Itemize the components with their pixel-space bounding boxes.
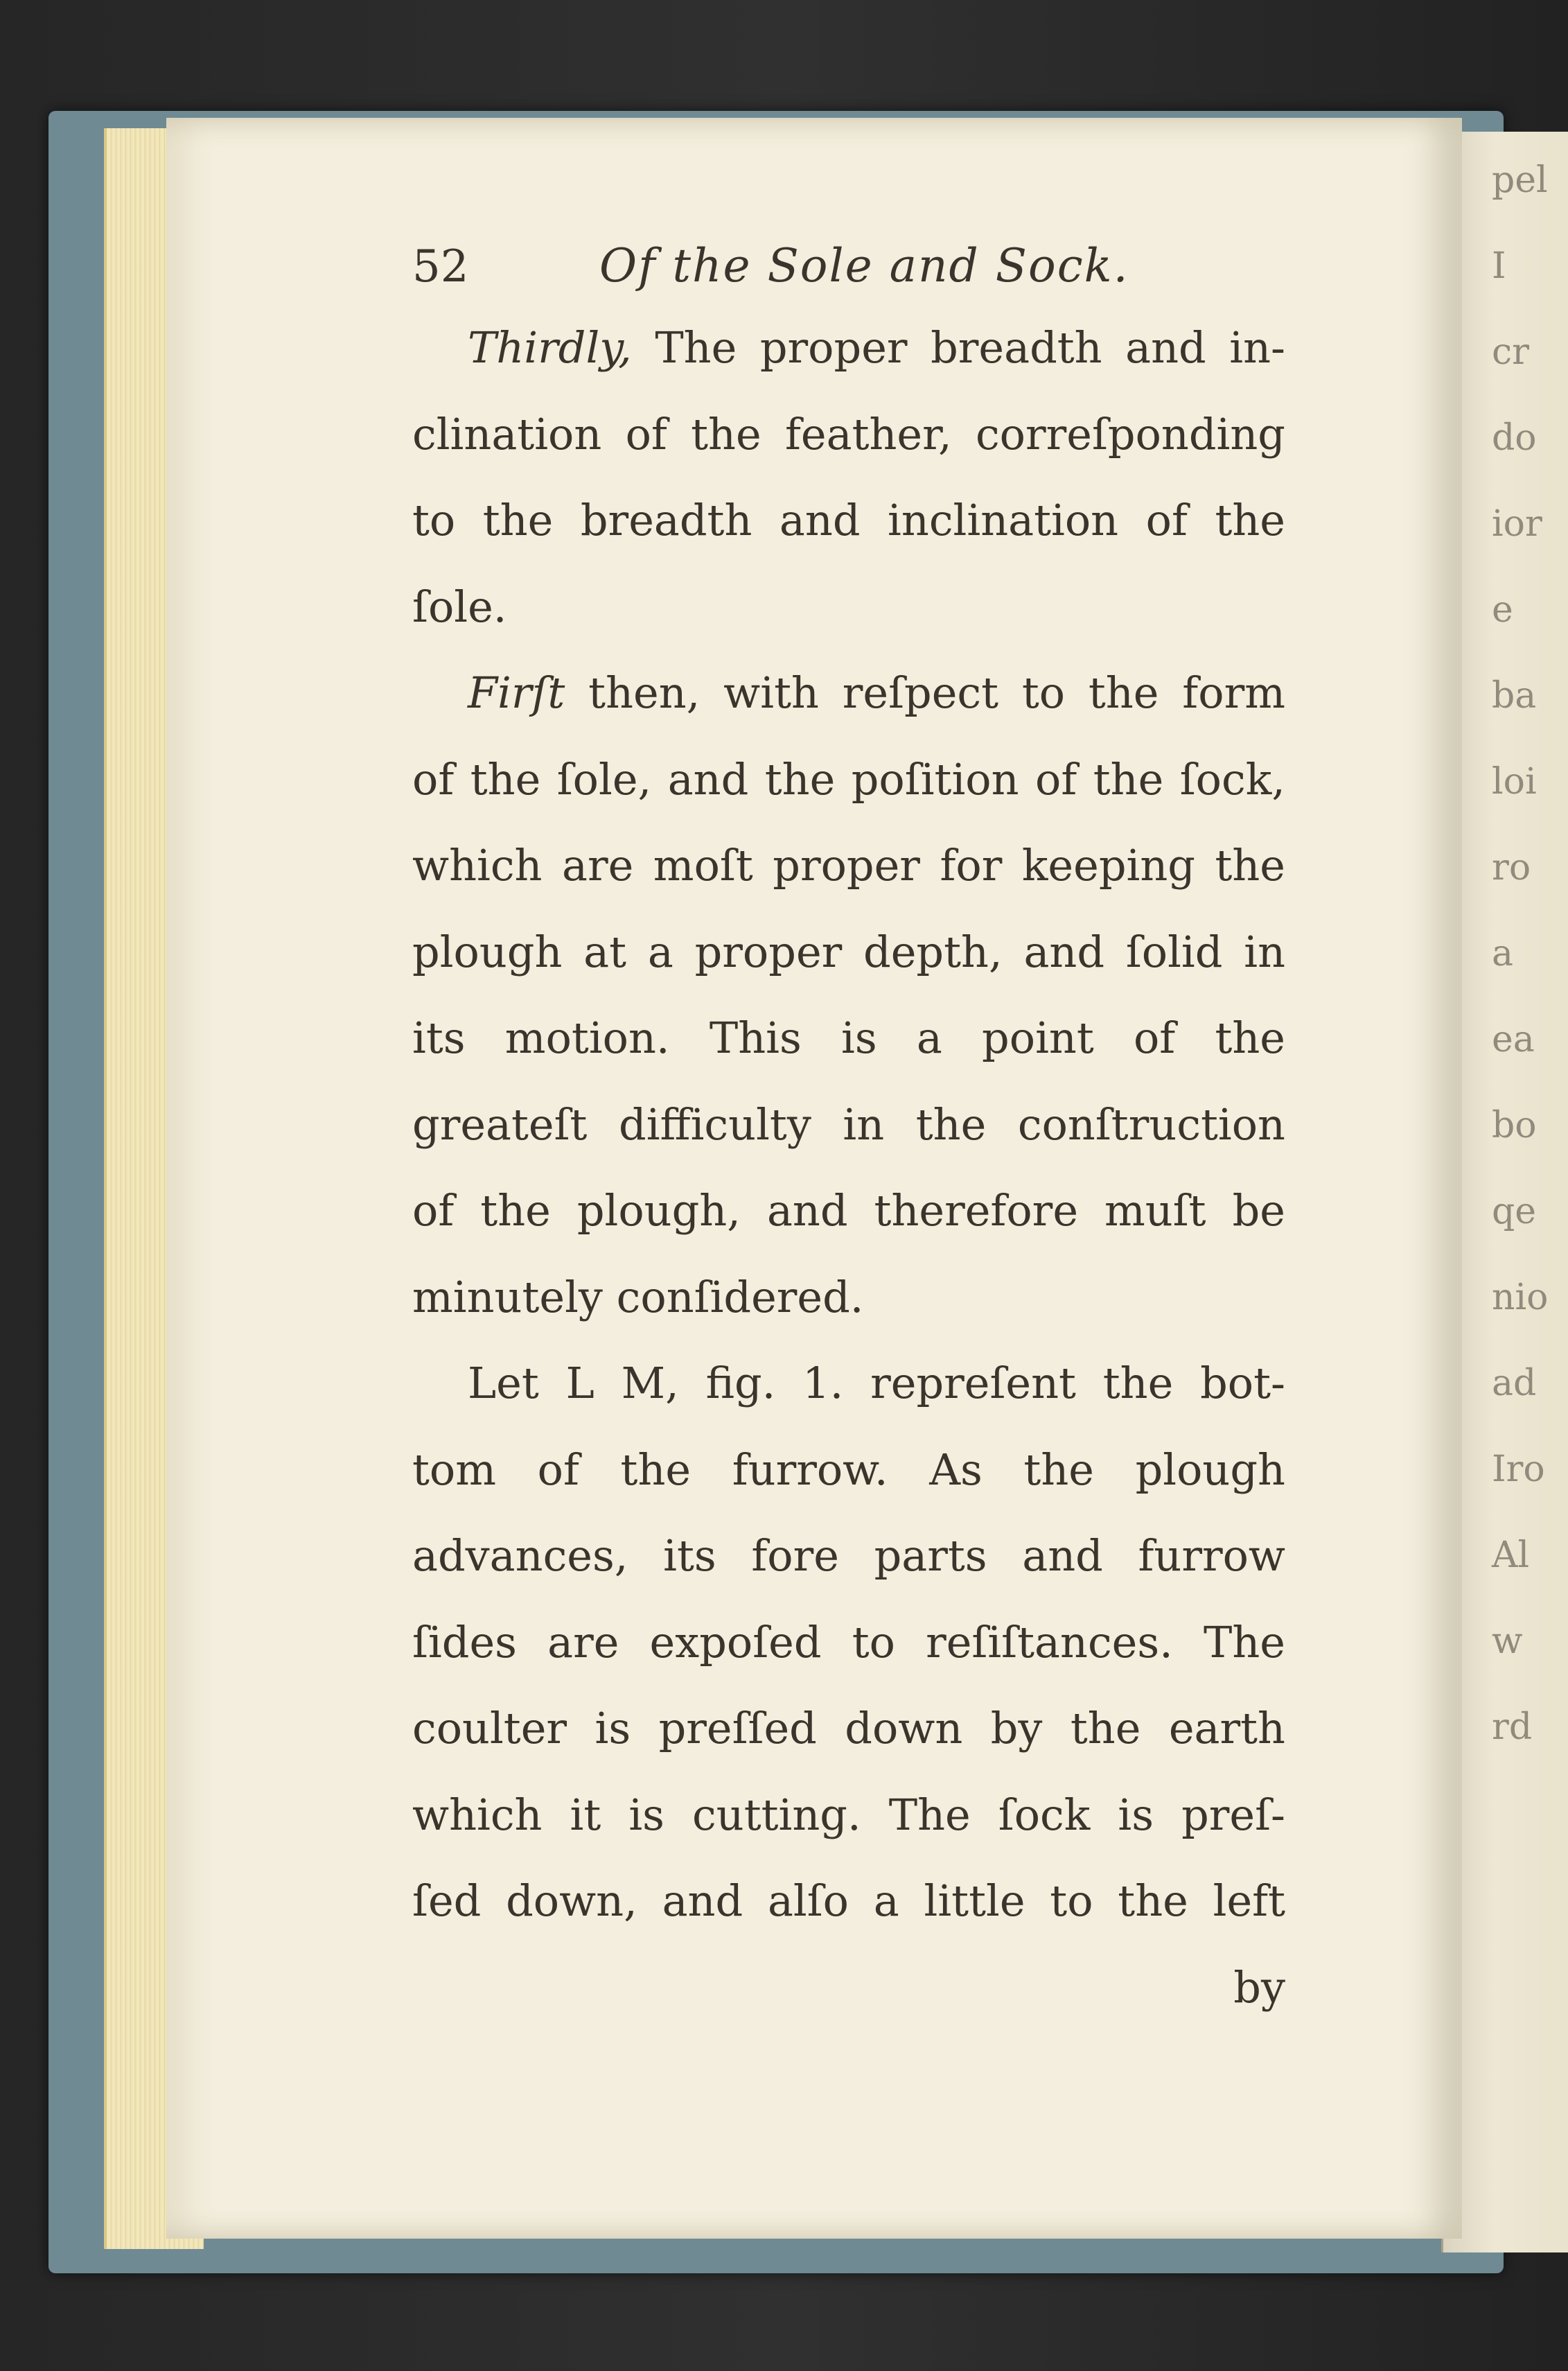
text-line [412,1513,1285,1600]
page-number: 52 [412,241,469,292]
text-line [412,737,1285,823]
italic-word: Firſt [468,667,565,718]
text-line [412,1168,1285,1254]
text-line [412,1082,1285,1169]
line-text: advances, its fore parts and furrow [412,1530,1285,1581]
text-line [412,305,1285,392]
text-line [412,392,1285,478]
facing-page-fragment: Iro [1492,1449,1545,1490]
facing-page-fragment: ior [1492,503,1542,545]
facing-page-fragment: ea [1492,1019,1535,1060]
text-line [412,1858,1285,1945]
line-text: of the plough, and therefore muſt be [412,1185,1285,1236]
body-text [412,305,1285,1945]
text-line [412,650,1285,737]
line-text: tom of the furrow. As the plough [412,1444,1285,1495]
running-head [412,239,1285,305]
text-line [412,478,1285,564]
line-text: Let L M, fig. 1. repreſent the bot- [468,1358,1285,1408]
facing-page-fragment: pel [1492,159,1548,201]
facing-page-fragment: I [1492,245,1506,287]
facing-page-fragment: nio [1492,1277,1549,1318]
line-text: plough at a proper depth, and ſolid in [412,926,1285,977]
running-title: Of the Sole and Sock. [599,239,1129,292]
facing-page-fragment: w [1492,1620,1523,1662]
line-text: The proper breadth and in- [631,322,1285,373]
facing-page-fragment: Al [1492,1534,1530,1576]
facing-page-fragment: e [1492,589,1513,631]
line-text: minutely conſidered. [412,1271,864,1322]
italic-word: Thirdly, [468,322,632,373]
line-text: which are moſt proper for keeping the [412,840,1285,891]
line-text: ſole. [412,581,507,632]
catchword: by [1233,1961,1285,2013]
facing-page-fragment: qe [1492,1191,1537,1232]
line-text: coulter is preſſed down by the earth [412,1703,1285,1753]
facing-page-fragment: rd [1492,1706,1533,1748]
facing-page-fragment: ro [1492,847,1531,889]
text-line [412,1427,1285,1514]
text-line [412,909,1285,996]
text-line [412,564,1285,651]
text-line [412,995,1285,1082]
line-text: its motion. This is a point of the [412,1013,1285,1063]
facing-page-fragment: cr [1492,331,1529,373]
line-text: which it is cutting. The ſock is preſ- [412,1789,1285,1840]
line-text: greateſt difficulty in the conſtruction [412,1099,1285,1150]
text-line [412,1600,1285,1686]
facing-page-fragment: do [1492,417,1537,459]
facing-page-fragment: loi [1492,761,1537,803]
text-line [412,823,1285,909]
facing-page-fragment: bo [1492,1105,1537,1146]
line-text: clination of the feather, correſponding [412,408,1285,460]
facing-page-fragment: ba [1492,675,1537,717]
text-line [412,1772,1285,1859]
line-text: ſed down, and alſo a little to the left [412,1875,1285,1926]
text-line [412,1686,1285,1772]
text-line [412,1340,1285,1427]
line-text: to the breadth and inclination of the [412,495,1285,545]
line-text: of the ſole, and the poſition of the ſock, [412,753,1285,805]
text-line [412,1254,1285,1341]
line-text: ſides are expoſed to reſiſtances. The [412,1616,1285,1668]
facing-page-fragment: a [1492,933,1514,974]
page-text [412,239,1285,2031]
line-text: then, with reſpect to the form [565,667,1285,718]
facing-page-fragment: ad [1492,1363,1537,1404]
